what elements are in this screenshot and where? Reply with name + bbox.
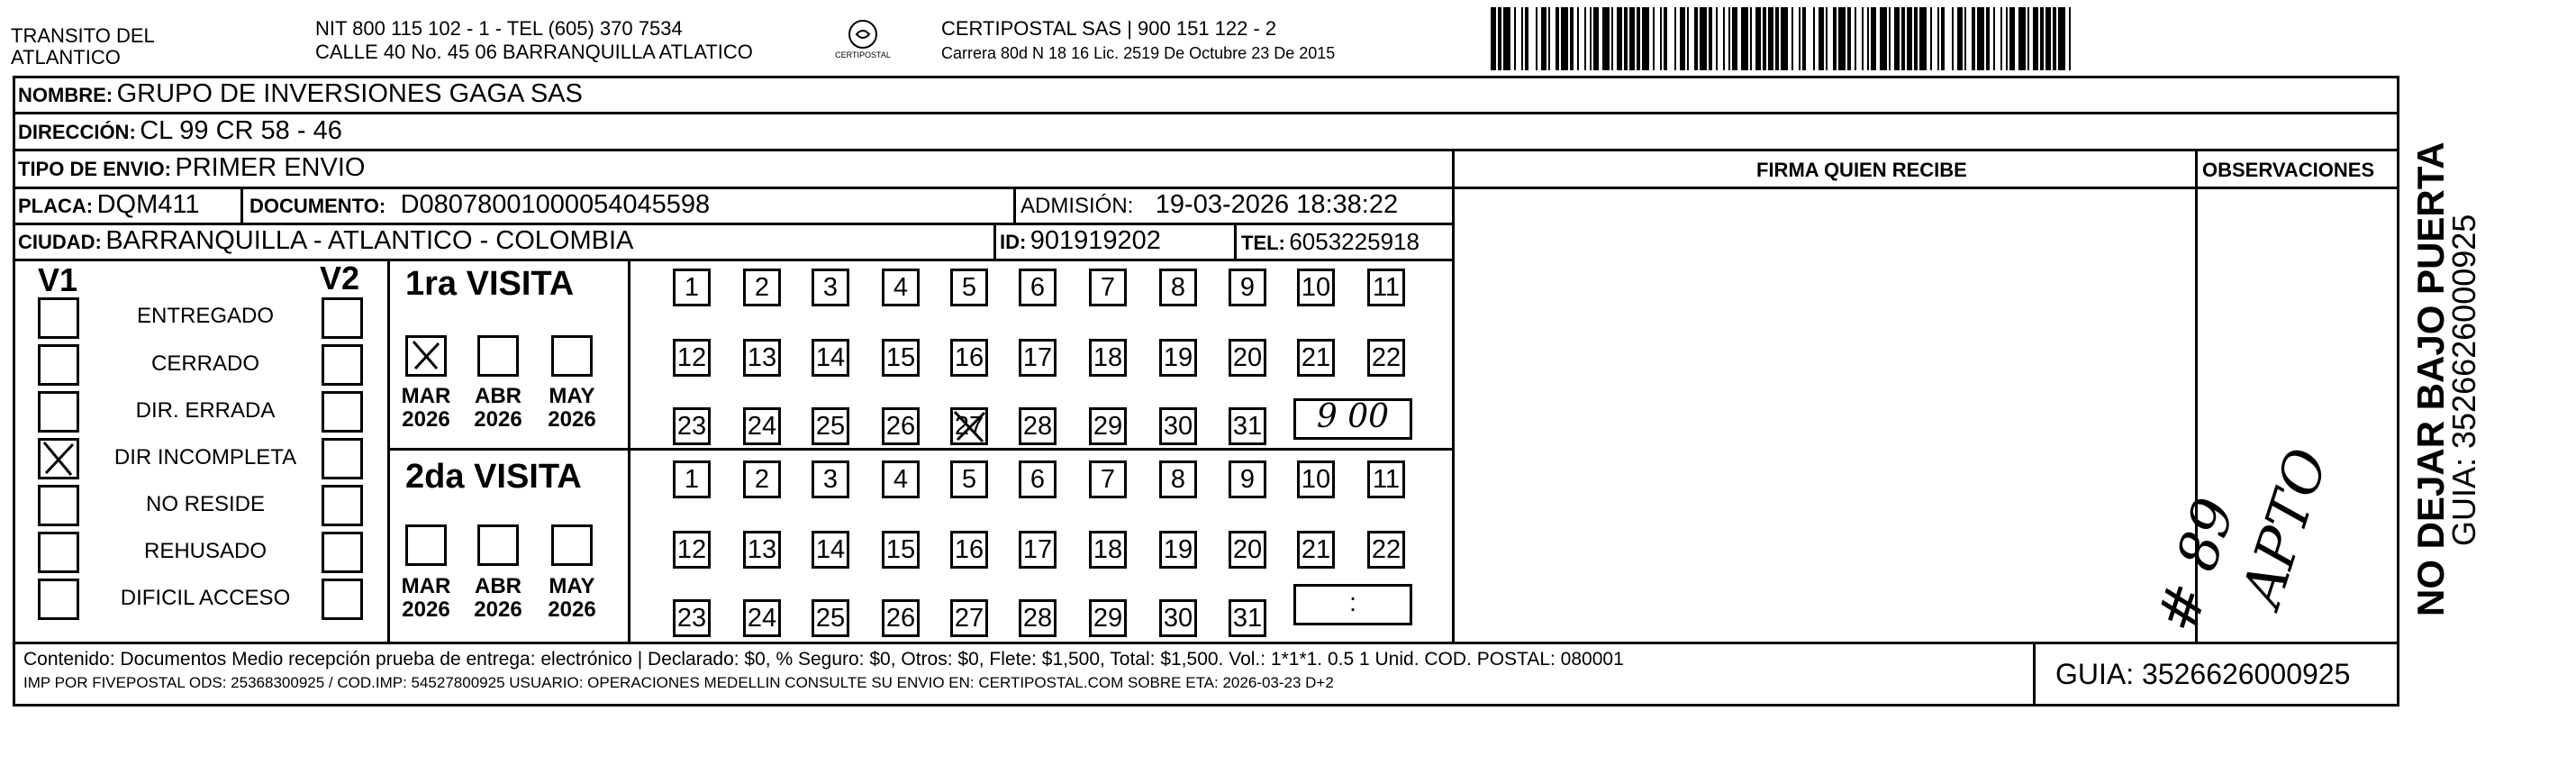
visit2-day-15[interactable]: 15 bbox=[882, 531, 920, 569]
barcode-bar bbox=[1723, 7, 1725, 70]
barcode-bar bbox=[1521, 7, 1523, 70]
visit2-day-31[interactable]: 31 bbox=[1229, 599, 1266, 637]
month-year: 2026 bbox=[548, 407, 596, 432]
barcode-bar bbox=[1593, 7, 1599, 70]
v1-checkbox-rehusado[interactable] bbox=[38, 532, 79, 573]
visit2-time-box[interactable] bbox=[1293, 584, 1412, 625]
documento-value: D08078001000054045598 bbox=[400, 190, 711, 219]
row-divider bbox=[13, 223, 1454, 225]
visit1-day-31[interactable]: 31 bbox=[1229, 407, 1266, 445]
barcode-bar bbox=[1802, 7, 1806, 70]
logo-text: CERTIPOSTAL bbox=[835, 50, 891, 59]
visit2-day-19[interactable]: 19 bbox=[1159, 531, 1197, 569]
placa-row bbox=[18, 190, 199, 220]
visit2-day-17[interactable]: 17 bbox=[1019, 531, 1057, 569]
visit2-day-12[interactable]: 12 bbox=[673, 531, 711, 569]
month-name: ABR bbox=[475, 574, 522, 598]
v1-checkbox-dir-incompleta[interactable] bbox=[38, 438, 79, 479]
tel-value: 6053225918 bbox=[1289, 228, 1420, 255]
visit1-day-15[interactable]: 15 bbox=[882, 339, 920, 377]
month-name: MAY bbox=[549, 574, 595, 598]
col-divider bbox=[1452, 149, 1455, 642]
visit1-day-6[interactable]: 6 bbox=[1019, 269, 1057, 306]
visit1-day-30[interactable]: 30 bbox=[1159, 407, 1197, 445]
row-divider bbox=[13, 259, 1454, 261]
visit1-time-handwritten: 9 00 bbox=[1316, 398, 1390, 435]
barcode-bar bbox=[1977, 7, 1984, 70]
status-dir-incompleta: DIR INCOMPLETA bbox=[113, 445, 297, 469]
visit2-day-13[interactable]: 13 bbox=[743, 531, 781, 569]
tel-label: TEL: bbox=[1241, 232, 1285, 254]
barcode-bar bbox=[1660, 7, 1662, 70]
visit1-day-29[interactable]: 29 bbox=[1089, 407, 1127, 445]
visit2-day-10[interactable]: 10 bbox=[1297, 460, 1335, 498]
nombre-value: GRUPO DE INVERSIONES GAGA SAS bbox=[116, 79, 583, 108]
visit2-title: 2da VISITA bbox=[405, 458, 582, 496]
ciudad-label: CIUDAD: bbox=[18, 231, 102, 253]
ciudad-value: BARRANQUILLA - ATLANTICO - COLOMBIA bbox=[105, 226, 634, 255]
visit2-day-9[interactable]: 9 bbox=[1229, 460, 1266, 498]
admision-row bbox=[1020, 190, 1398, 220]
barcode-bar bbox=[2045, 7, 2051, 70]
direccion-label: DIRECCIÓN: bbox=[18, 121, 136, 143]
barcode-bar bbox=[1862, 7, 1864, 70]
row-divider bbox=[13, 187, 1454, 189]
barcode-bar bbox=[1716, 7, 1718, 70]
v2-checkbox-no-reside[interactable] bbox=[322, 485, 363, 526]
row-divider bbox=[13, 112, 2399, 114]
month-year: 2026 bbox=[474, 407, 522, 432]
v2-checkbox-cerrado[interactable] bbox=[322, 344, 363, 386]
barcode-bar bbox=[1750, 7, 1752, 70]
visit2-day-23[interactable]: 23 bbox=[673, 599, 711, 637]
barcode-bar bbox=[1791, 7, 1793, 70]
barcode-bar bbox=[1813, 7, 1815, 70]
barcode-bar bbox=[2009, 7, 2015, 70]
visit1-day-16[interactable]: 16 bbox=[950, 339, 988, 377]
nombre-row bbox=[18, 79, 583, 109]
status-cerrado: CERRADO bbox=[150, 351, 259, 376]
barcode-bar bbox=[1611, 7, 1613, 70]
visit1-time-box[interactable] bbox=[1293, 398, 1412, 440]
month-year: 2026 bbox=[402, 597, 450, 622]
footer-guia: GUIA: 3526626000925 bbox=[2055, 658, 2351, 690]
visit2-day-30[interactable]: 30 bbox=[1159, 599, 1197, 637]
nombre-label: NOMBRE: bbox=[18, 84, 113, 106]
visit1-day-11[interactable]: 11 bbox=[1367, 269, 1405, 306]
visit1-day-3[interactable]: 3 bbox=[812, 269, 849, 306]
barcode-bar bbox=[1653, 7, 1655, 70]
visit1-month-checkbox-abr[interactable] bbox=[477, 335, 519, 377]
barcode-bar bbox=[1901, 7, 1905, 70]
barcode-bar bbox=[1919, 7, 1927, 70]
visit1-day-5[interactable]: 5 bbox=[950, 269, 988, 306]
barcode-bar bbox=[2069, 7, 2071, 70]
barcode-bar bbox=[1536, 7, 1537, 70]
v1-checkbox-cerrado[interactable] bbox=[38, 344, 79, 386]
barcode-bar bbox=[1826, 7, 1828, 70]
barcode-bar bbox=[1629, 7, 1635, 70]
barcode-bar bbox=[1957, 7, 1963, 70]
barcode-bar bbox=[1664, 7, 1667, 70]
visit1-day-17[interactable]: 17 bbox=[1019, 339, 1057, 377]
col-divider bbox=[1234, 223, 1237, 259]
v1-checkbox-entregado[interactable] bbox=[38, 297, 79, 339]
visit1-day-9[interactable]: 9 bbox=[1229, 269, 1266, 306]
col-divider bbox=[1013, 187, 1016, 223]
visit2-day-6[interactable]: 6 bbox=[1019, 460, 1057, 498]
visit2-month-checkbox-mar[interactable] bbox=[405, 524, 447, 566]
barcode-bar bbox=[1847, 7, 1851, 70]
visit2-month-checkbox-abr[interactable] bbox=[477, 524, 519, 566]
status-no-reside: NO RESIDE bbox=[145, 492, 266, 516]
visit1-day-28[interactable]: 28 bbox=[1019, 407, 1057, 445]
visit1-day-8[interactable]: 8 bbox=[1159, 269, 1197, 306]
col-divider bbox=[2033, 642, 2036, 707]
barcode-bar bbox=[1687, 7, 1689, 70]
visit1-day-2[interactable]: 2 bbox=[743, 269, 781, 306]
visit1-day-26[interactable]: 26 bbox=[882, 407, 920, 445]
barcode-bar bbox=[1867, 7, 1869, 70]
check-mark-icon bbox=[41, 441, 77, 477]
visit2-day-27[interactable]: 27 bbox=[950, 599, 988, 637]
admision-value: 19-03-2026 18:38:22 bbox=[1155, 190, 1399, 219]
check-mark-icon bbox=[950, 407, 988, 445]
company-line: CERTIPOSTAL SAS | 900 151 122 - 2 bbox=[941, 17, 1277, 40]
barcode-bar bbox=[1741, 7, 1748, 70]
id-label: ID: bbox=[1000, 231, 1027, 253]
barcode-bar bbox=[1617, 7, 1622, 70]
side-warning: NO DEJAR BAJO PUERTA bbox=[2409, 141, 2452, 616]
form-frame bbox=[13, 76, 2399, 707]
visit2-day-28[interactable]: 28 bbox=[1019, 599, 1057, 637]
license-line: Carrera 80d N 18 16 Lic. 2519 De Octubre 23 De 2015 bbox=[941, 44, 1336, 62]
org-name-line2: ATLANTICO bbox=[11, 46, 121, 68]
visit1-day-23[interactable]: 23 bbox=[673, 407, 711, 445]
visit2-time-separator: : bbox=[1348, 588, 1357, 617]
row-divider bbox=[387, 448, 1453, 451]
month-name: MAR bbox=[401, 384, 451, 408]
visit2-month-checkbox-may[interactable] bbox=[551, 524, 593, 566]
visit2-month-may bbox=[540, 575, 603, 622]
visit1-month-checkbox-mar[interactable] bbox=[405, 335, 447, 377]
visit2-day-25[interactable]: 25 bbox=[812, 599, 849, 637]
barcode-bar bbox=[1799, 7, 1800, 70]
direccion-row bbox=[18, 116, 342, 146]
barcode-bar bbox=[1855, 7, 1856, 70]
tel-row bbox=[1241, 228, 1420, 256]
barcode-bar bbox=[1819, 7, 1824, 70]
barcode-bar bbox=[1907, 7, 1912, 70]
barcode-bar bbox=[2006, 7, 2008, 70]
documento-label: DOCUMENTO: bbox=[249, 195, 386, 217]
v2-checkbox-dificil-acceso[interactable] bbox=[322, 579, 363, 620]
visit1-month-checkbox-may[interactable] bbox=[551, 335, 593, 377]
id-row bbox=[1000, 226, 1161, 256]
visit1-day-7[interactable]: 7 bbox=[1089, 269, 1127, 306]
visit1-day-27[interactable]: 27 bbox=[950, 407, 988, 445]
month-name: ABR bbox=[475, 384, 522, 408]
barcode-bar bbox=[1498, 7, 1501, 70]
certipostal-logo bbox=[827, 16, 899, 70]
visit1-month-may bbox=[540, 385, 603, 432]
visit1-day-10[interactable]: 10 bbox=[1297, 269, 1335, 306]
v2-checkbox-dir-errada[interactable] bbox=[322, 391, 363, 433]
visit2-day-7[interactable]: 7 bbox=[1089, 460, 1127, 498]
barcode-bar bbox=[1781, 7, 1788, 70]
barcode-bar bbox=[1548, 7, 1550, 70]
visit1-day-13[interactable]: 13 bbox=[743, 339, 781, 377]
visit2-day-22[interactable]: 22 bbox=[1367, 531, 1405, 569]
barcode-bar bbox=[1937, 7, 1939, 70]
visit1-day-4[interactable]: 4 bbox=[882, 269, 920, 306]
month-name: MAR bbox=[401, 574, 451, 598]
barcode-bar bbox=[1637, 7, 1640, 70]
barcode-bar bbox=[1514, 7, 1516, 70]
handwritten-apto: APTO bbox=[2227, 440, 2341, 615]
barcode-bar bbox=[1930, 7, 1932, 70]
barcode-bar bbox=[1561, 7, 1568, 70]
visit2-day-24[interactable]: 24 bbox=[743, 599, 781, 637]
month-year: 2026 bbox=[402, 407, 450, 432]
v1-checkbox-dir-errada[interactable] bbox=[38, 391, 79, 433]
barcode-bar bbox=[1590, 7, 1592, 70]
barcode-bar bbox=[1880, 7, 1887, 70]
firma-label: FIRMA QUIEN RECIBE bbox=[1756, 159, 1967, 181]
visit1-day-22[interactable]: 22 bbox=[1367, 339, 1405, 377]
tipo-envio-label: TIPO DE ENVIO: bbox=[18, 158, 171, 180]
barcode-bar bbox=[1700, 7, 1707, 70]
placa-value: DQM411 bbox=[96, 190, 200, 219]
barcode-bar bbox=[2040, 7, 2044, 70]
col-divider bbox=[240, 187, 243, 223]
visit1-day-1[interactable]: 1 bbox=[673, 269, 711, 306]
v2-checkbox-entregado[interactable] bbox=[322, 297, 363, 339]
barcode-bar bbox=[1525, 7, 1528, 70]
observaciones-label: OBSERVACIONES bbox=[2202, 159, 2375, 181]
v2-checkbox-rehusado[interactable] bbox=[322, 532, 363, 573]
row-divider bbox=[1454, 187, 2399, 189]
address-line: CALLE 40 No. 45 06 BARRANQUILLA ATLATICO bbox=[315, 41, 753, 63]
barcode-bar bbox=[1838, 7, 1846, 70]
month-name: MAY bbox=[549, 384, 595, 408]
barcode-bar bbox=[1732, 7, 1737, 70]
visit1-day-24[interactable]: 24 bbox=[743, 407, 781, 445]
visit1-day-25[interactable]: 25 bbox=[812, 407, 849, 445]
barcode-bar bbox=[1642, 7, 1649, 70]
status-rehusado: REHUSADO bbox=[143, 539, 268, 563]
id-value: 901919202 bbox=[1029, 226, 1161, 255]
visit1-day-18[interactable]: 18 bbox=[1089, 339, 1127, 377]
barcode-bar bbox=[1889, 7, 1891, 70]
month-year: 2026 bbox=[474, 597, 522, 622]
barcode-bar bbox=[1728, 7, 1730, 70]
barcode-bar bbox=[2018, 7, 2026, 70]
placa-label: PLACA: bbox=[18, 195, 94, 217]
barcode-bar bbox=[1986, 7, 1990, 70]
v1-checkbox-no-reside[interactable] bbox=[38, 485, 79, 526]
visit2-month-mar bbox=[395, 575, 458, 622]
visit2-day-4[interactable]: 4 bbox=[882, 460, 920, 498]
documento-row bbox=[249, 190, 710, 220]
side-guia: GUIA: 3526626000925 bbox=[2445, 214, 2482, 546]
barcode-bar bbox=[1584, 7, 1586, 70]
barcode-bar bbox=[1833, 7, 1837, 70]
visit2-day-8[interactable]: 8 bbox=[1159, 460, 1197, 498]
barcode-bar bbox=[1577, 7, 1579, 70]
v2-checkbox-dir-incompleta[interactable] bbox=[322, 438, 363, 479]
barcode-bar bbox=[1871, 7, 1876, 70]
visit2-day-16[interactable]: 16 bbox=[950, 531, 988, 569]
barcode-bar bbox=[1964, 7, 1966, 70]
col-divider bbox=[993, 223, 996, 259]
barcode-bar bbox=[1709, 7, 1712, 70]
barcode-bar bbox=[1570, 7, 1574, 70]
barcode-bar bbox=[1941, 7, 1945, 70]
direccion-value: CL 99 CR 58 - 46 bbox=[140, 116, 342, 145]
visit2-day-14[interactable]: 14 bbox=[812, 531, 849, 569]
visit2-day-1[interactable]: 1 bbox=[673, 460, 711, 498]
status-dir-errada: DIR. ERRADA bbox=[135, 398, 276, 423]
visit2-day-18[interactable]: 18 bbox=[1089, 531, 1127, 569]
v1-label: V1 bbox=[38, 261, 78, 298]
footer-divider bbox=[13, 642, 2399, 644]
barcode-bar bbox=[1541, 7, 1547, 70]
barcode-bar bbox=[2053, 7, 2056, 70]
org-name-line1: TRANSITO DEL bbox=[11, 24, 155, 47]
barcode-bar bbox=[1503, 7, 1510, 70]
barcode-bar bbox=[2027, 7, 2029, 70]
barcode-bar bbox=[1694, 7, 1698, 70]
barcode-bar bbox=[1680, 7, 1685, 70]
barcode-bar bbox=[1914, 7, 1918, 70]
admision-label: ADMISIÓN: bbox=[1020, 194, 1134, 218]
visit1-day-21[interactable]: 21 bbox=[1297, 339, 1335, 377]
visit1-title: 1ra VISITA bbox=[405, 265, 575, 303]
barcode-bar bbox=[1993, 7, 1995, 70]
barcode-bar bbox=[2000, 7, 2002, 70]
barcode-bar bbox=[1755, 7, 1761, 70]
footer-imp: IMP POR FIVEPOSTAL ODS: 25368300925 / COD.IMP: 54527800925 USUARIO: OPERACIONES MEDELLIN CONSULTE SU ENVIO EN: CERTIPOSTAL.COM SOBRE ETA: 2026-03-23 D+2 bbox=[23, 674, 1334, 691]
visit2-month-abr bbox=[467, 575, 530, 622]
barcode-bar bbox=[2033, 7, 2038, 70]
visit1-day-19[interactable]: 19 bbox=[1159, 339, 1197, 377]
barcode bbox=[1491, 7, 2076, 70]
v1-checkbox-dificil-acceso[interactable] bbox=[38, 579, 79, 620]
visit2-day-5[interactable]: 5 bbox=[950, 460, 988, 498]
barcode-bar bbox=[1763, 7, 1766, 70]
visit2-day-29[interactable]: 29 bbox=[1089, 599, 1127, 637]
visit2-day-2[interactable]: 2 bbox=[743, 460, 781, 498]
status-dificil-acceso: DIFICIL ACCESO bbox=[120, 586, 291, 610]
barcode-bar bbox=[1491, 7, 1496, 70]
v2-label: V2 bbox=[320, 260, 360, 296]
visit2-day-21[interactable]: 21 bbox=[1297, 531, 1335, 569]
visit2-day-11[interactable]: 11 bbox=[1367, 460, 1405, 498]
barcode-bar bbox=[1775, 7, 1779, 70]
barcode-bar bbox=[2058, 7, 2065, 70]
visit1-month-mar bbox=[395, 385, 458, 432]
barcode-bar bbox=[1952, 7, 1954, 70]
barcode-bar bbox=[1602, 7, 1610, 70]
barcode-bar bbox=[1894, 7, 1900, 70]
barcode-bar bbox=[1768, 7, 1773, 70]
visit1-month-abr bbox=[467, 385, 530, 432]
visit2-day-20[interactable]: 20 bbox=[1229, 531, 1266, 569]
barcode-bar bbox=[1624, 7, 1628, 70]
tipo-envio-row bbox=[18, 153, 365, 183]
status-entregado: ENTREGADO bbox=[136, 304, 274, 328]
visit2-day-26[interactable]: 26 bbox=[882, 599, 920, 637]
footer-contenido: Contenido: Documentos Medio recepción prueba de entrega: electrónico | Declarado: $0, % Seguro: $0, Otros: $0, Flete: $1,500, Total: $1,500. Vol.: 1*1*1. 0.5 1 Unid. COD. POSTAL: 080001 bbox=[23, 649, 1624, 670]
visit2-day-3[interactable]: 3 bbox=[812, 460, 849, 498]
visit1-day-20[interactable]: 20 bbox=[1229, 339, 1266, 377]
barcode-bar bbox=[1674, 7, 1676, 70]
ciudad-row bbox=[18, 226, 633, 256]
barcode-bar bbox=[1972, 7, 1975, 70]
tipo-envio-value: PRIMER ENVIO bbox=[175, 153, 366, 182]
barcode-bar bbox=[1556, 7, 1559, 70]
check-mark-icon bbox=[408, 338, 444, 374]
month-year: 2026 bbox=[548, 597, 596, 622]
visit1-day-14[interactable]: 14 bbox=[812, 339, 849, 377]
visit1-day-12[interactable]: 12 bbox=[673, 339, 711, 377]
handwritten-number: # 89 bbox=[2143, 490, 2248, 640]
nit-line: NIT 800 115 102 - 1 - TEL (605) 370 7534 bbox=[315, 17, 683, 40]
row-divider bbox=[13, 149, 2399, 151]
